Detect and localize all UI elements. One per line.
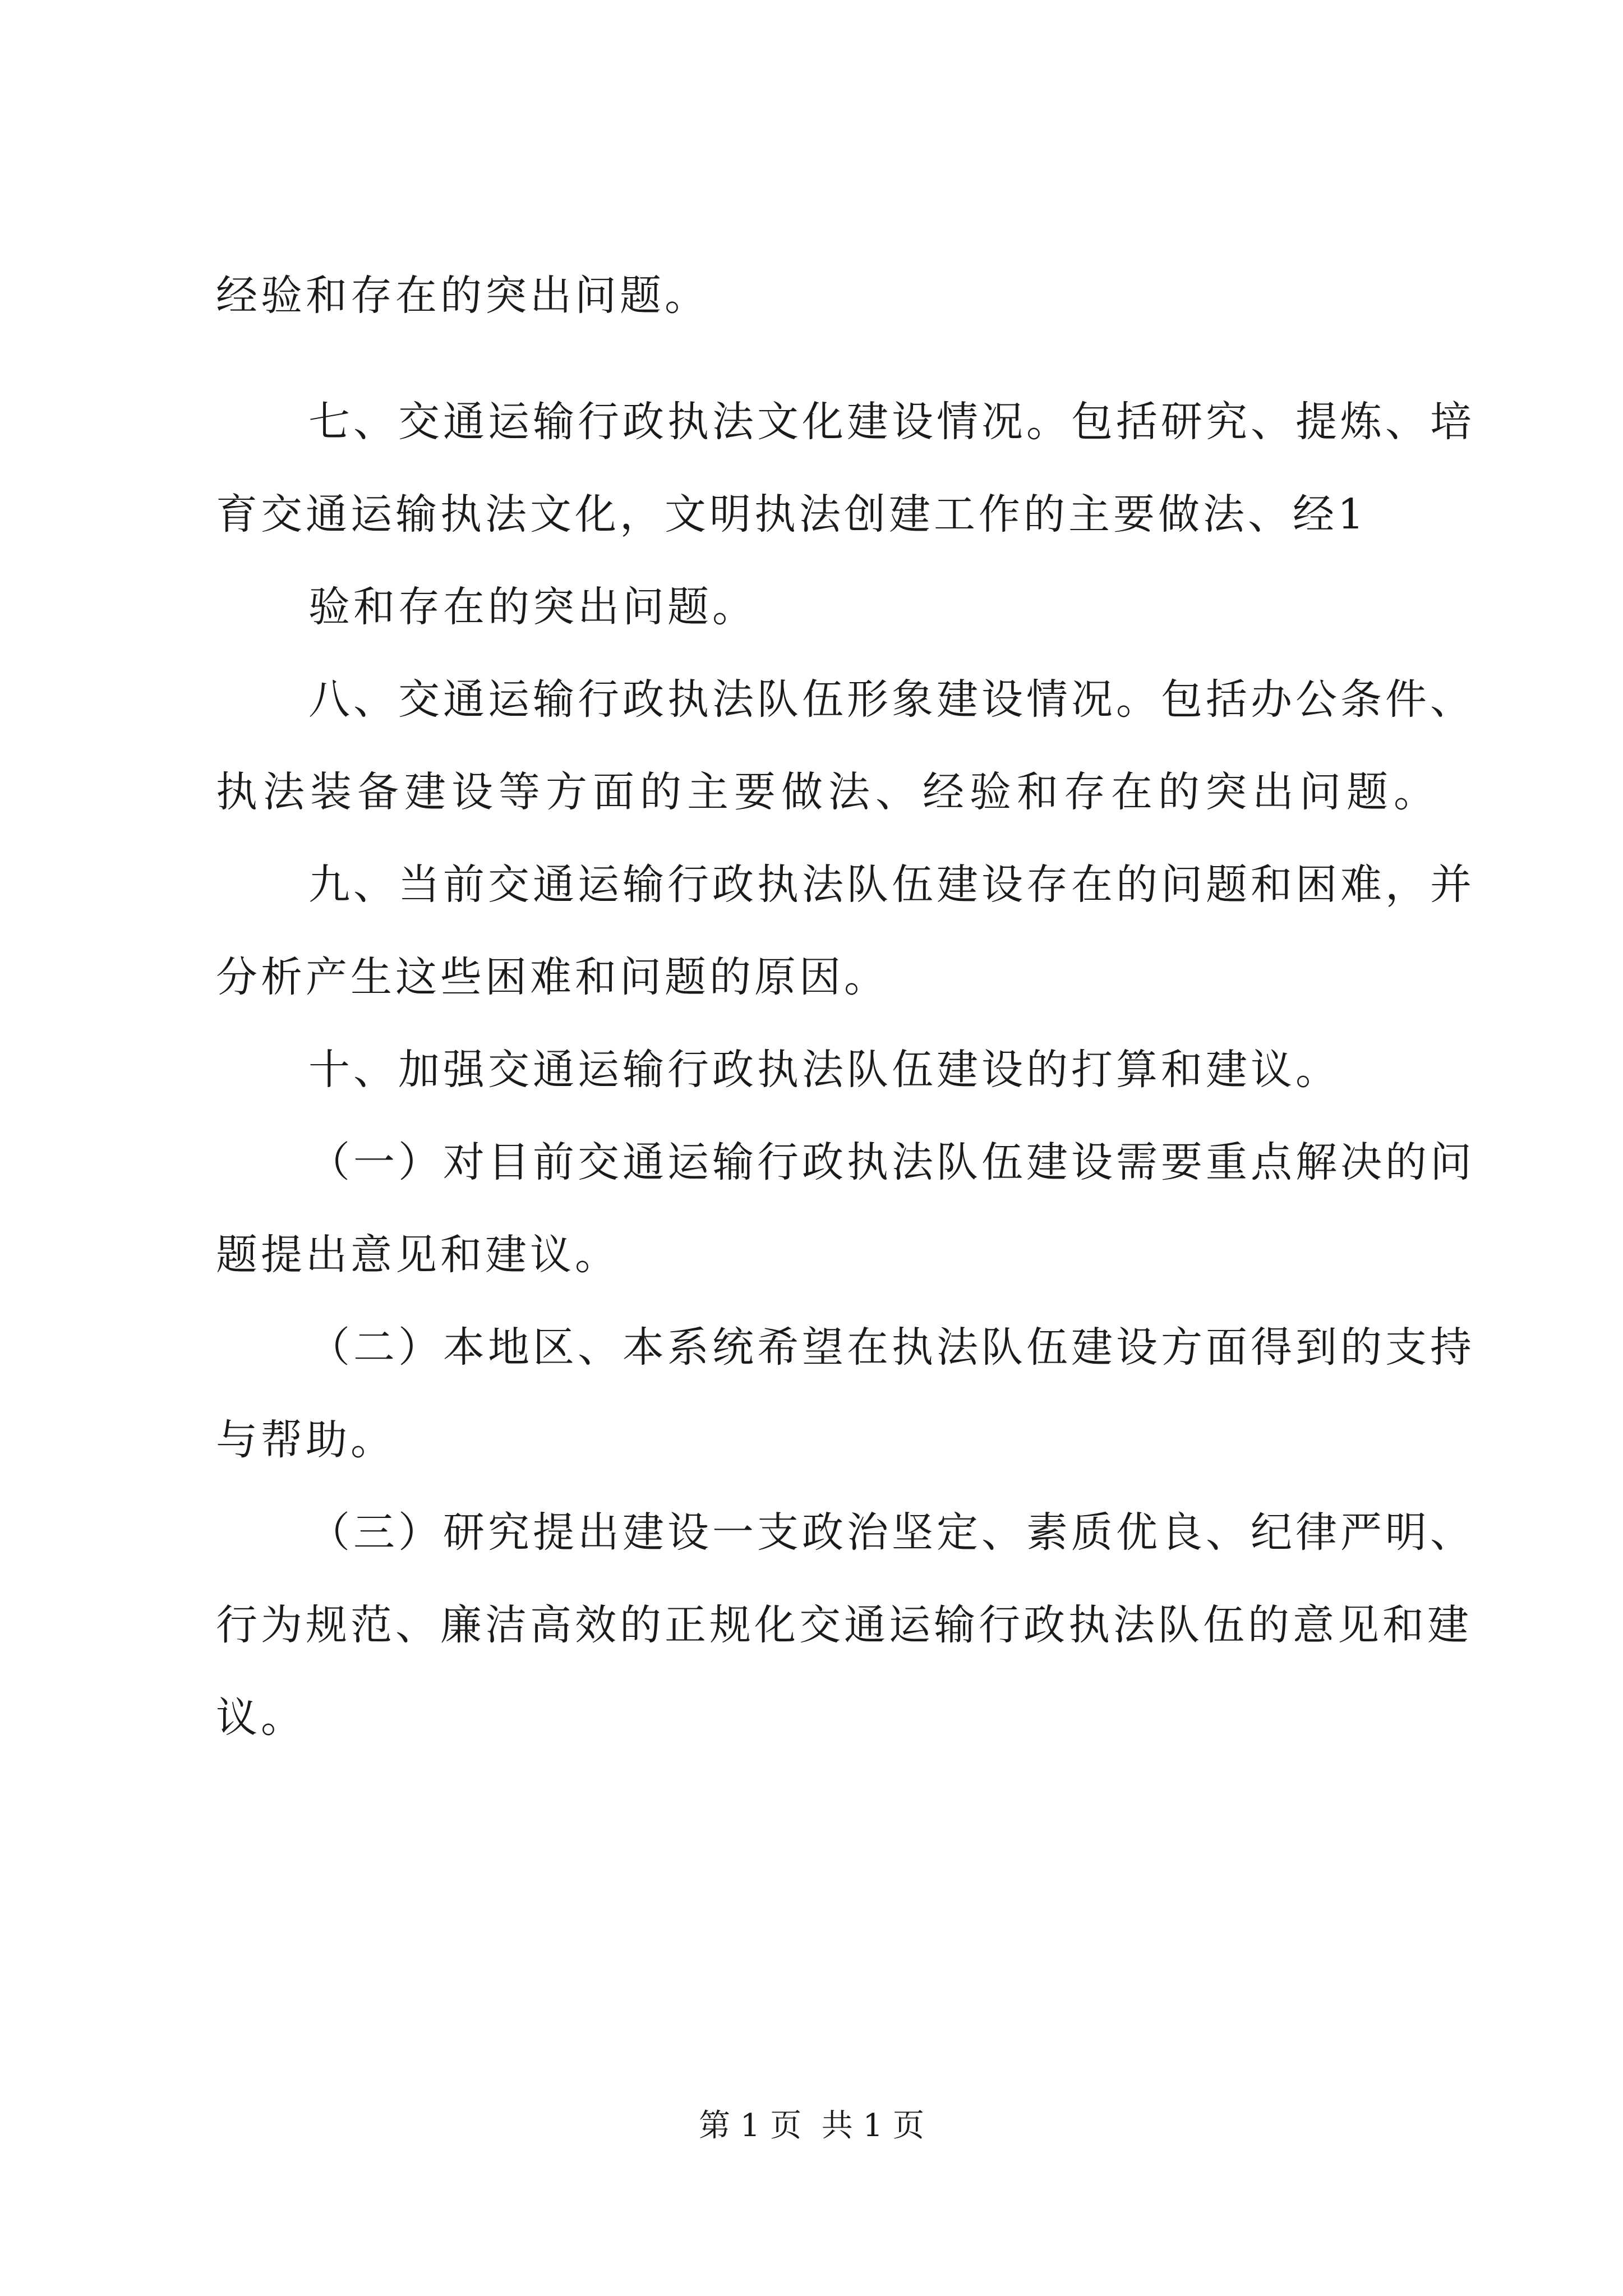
text-line-15: 行为规范、廉洁高效的正规化交通运输行政执法队伍的意见和建 <box>216 1601 1472 1649</box>
text-line-11: 题提出意见和建议。 <box>216 1231 620 1279</box>
text-line-9: 十、加强交通运输行政执法队伍建设的打算和建议。 <box>308 1046 1340 1094</box>
text-line-1: 经验和存在的突出问题。 <box>216 272 709 320</box>
text-line-4: 验和存在的突出问题。 <box>308 583 757 631</box>
text-line-10: （一）对目前交通运输行政执法队伍建设需要重点解决的问 <box>308 1138 1475 1186</box>
text-line-6: 执法装备建设等方面的主要做法、经验和存在的突出问题。 <box>216 768 1438 816</box>
text-line-13: 与帮助。 <box>216 1416 395 1464</box>
text-line-3: 育交通运输执法文化，文明执法创建工作的主要做法、经1 <box>216 490 1368 539</box>
text-line-12: （二）本地区、本系统希望在执法队伍建设方面得到的支持 <box>308 1323 1475 1372</box>
text-line-2: 七、交通运输行政执法文化建设情况。包括研究、提炼、培 <box>308 398 1475 446</box>
page-footer: 第 1 页 共 1 页 <box>698 2108 925 2144</box>
text-line-7: 九、当前交通运输行政执法队伍建设存在的问题和困难，并 <box>308 861 1475 909</box>
text-line-5: 八、交通运输行政执法队伍形象建设情况。包括办公条件、 <box>308 675 1475 724</box>
text-line-14: （三）研究提出建设一支政治坚定、素质优良、纪律严明、 <box>308 1508 1475 1557</box>
text-line-8: 分析产生这些困难和问题的原因。 <box>216 953 889 1001</box>
text-line-16: 议。 <box>216 1694 306 1742</box>
